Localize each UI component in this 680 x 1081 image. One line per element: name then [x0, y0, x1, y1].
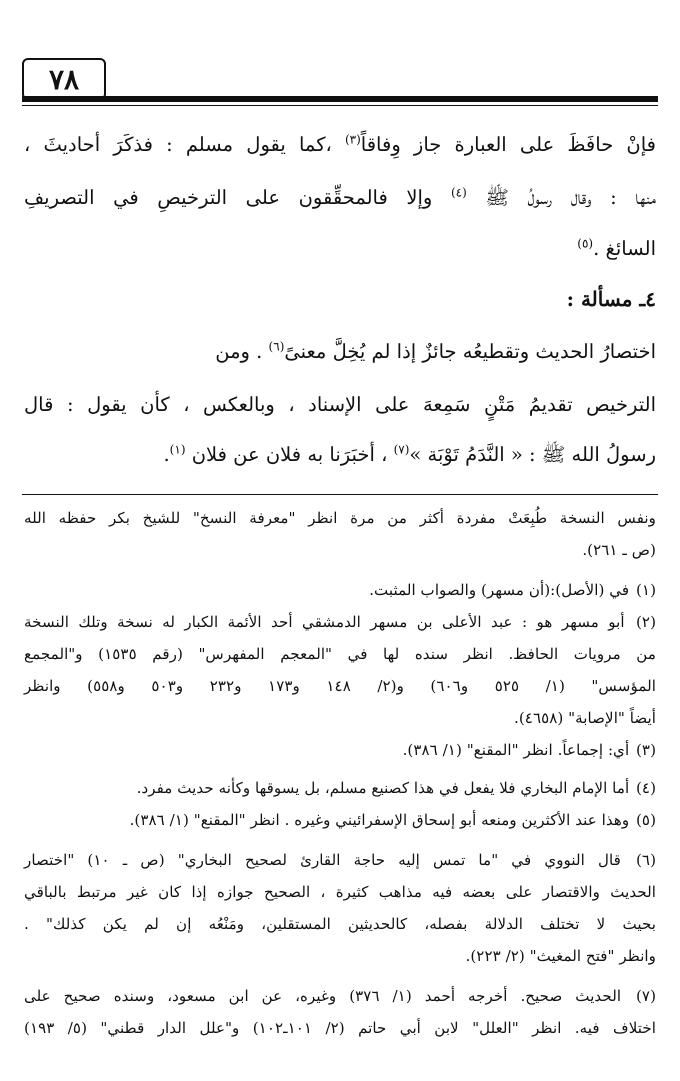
- footnote-number: (٤): [635, 779, 656, 797]
- footnote-number: (٦): [635, 851, 657, 869]
- footnote-number: (٣): [635, 741, 656, 759]
- section-heading: ٤ـ مسألة :: [566, 287, 656, 311]
- main-line-2: منها : وقال رسولُ ﷺ $^{(٤)}$ وإلا فالمحقِّقون على الترخيصِ في التصريفِ: [24, 185, 657, 209]
- footnote-6-line-2: الحديث والاقتصار على بعضه فيه مذاهب كثيرة ، الصحيح جوازه إذا كان غير مرتبط بالباقي: [24, 883, 656, 901]
- footnote-2-line-3: المؤسس" (١/ ٥٢٥ و٦٠٦) و(٢/ ١٤٨ و١٧٣ و٢٣٢ و٥٠٣ و٥٥٨) وانظر: [24, 677, 656, 695]
- page-number: ٧٨: [48, 62, 80, 96]
- main-line-5: الترخيص تقديمُ مَتْنٍ سَمِعهَ على الإسناد ، وبالعكس ، كأن يقول : قال: [24, 393, 656, 416]
- footnote-6-line-3: بحيث لا تختلف الدلالة بفصله، كالحديثين المستقلين، ومَنْعُه إن لم يكن كذلك" .: [24, 915, 656, 933]
- footnote-number: (٧): [635, 987, 656, 1005]
- footnote-number: (٢): [635, 613, 657, 631]
- footnote-ref-1: (١): [169, 442, 186, 457]
- footnote-3: (٣) أي: إجماعاً. انظر "المقنع" (١/ ٣٨٦).: [24, 738, 656, 762]
- footnote-ref-6: (٦): [268, 339, 285, 354]
- main-line-4: اختصارُ الحديث وتقطيعُه جائزٌ إذا لم يُخِلَّ معنىً$^{(٦)}$ . ومن: [215, 339, 656, 363]
- main-line-1: فإنْ حافَظَ على العبارة جاز وِفاقاً$^{(٣)}$ ،كما يقول مسلم : فذكَرَ أحاديثَ ،: [24, 132, 657, 156]
- footnote-ref-5: (٥): [577, 236, 594, 251]
- header-rule-thin: [22, 105, 658, 106]
- header-rule-thick: [22, 96, 658, 102]
- footnote-number: (٥): [635, 811, 656, 829]
- footnote-7-line-2: اختلاف فيه. انظر "العلل" لابن أبي حاتم (٢/ ١٠١ـ١٠٢) و"علل الدار قطني" (٥/ ١٩٣): [24, 1019, 656, 1037]
- footnote-4: (٤) أما الإمام البخاري فلا يفعل في هذا كصنيع مسلم، بل يسوقها وكأنه حديث مفرد.: [24, 776, 656, 800]
- footnote-ref-4: (٤): [450, 185, 467, 200]
- footnote-continuation-line-1: ونفس النسخة طُبِعَتْ مفردة أكثر من مرة انظر "معرفة النسخ" للشيخ بكر حفظه الله: [24, 509, 656, 527]
- footnote-6-line-1: (٦) قال النووي في "ما تمس إليه حاجة القارئ لصحيح البخاري" (ص ـ ١٠) "اختصار: [24, 848, 656, 872]
- footnote-5: (٥) وهذا عند الأكثرين ومنعه أبو إسحاق الإسفرائيني وغيره . انظر "المقنع" (١/ ٣٨٦).: [24, 808, 656, 832]
- main-line-3: السائغ .$^{(٥)}$: [577, 236, 656, 260]
- footnote-2-line-4: أيضاً "الإصابة" (٤٦٥٨).: [514, 709, 656, 727]
- footnote-1: (١) في (الأصل):(أن مسهر) والصواب المثبت.: [24, 578, 656, 602]
- footnote-continuation-line-2: (ص ـ ٢٦١).: [582, 541, 656, 559]
- footnote-number: (١): [635, 581, 656, 599]
- footnote-ref-7: (٧): [393, 442, 410, 457]
- footnote-separator: [22, 494, 658, 495]
- footnote-7-line-1: (٧) الحديث صحيح. أخرجه أحمد (١/ ٣٧٦) وغيره، عن ابن مسعود، وسنده صحيح على: [24, 984, 656, 1008]
- footnote-6-line-4: وانظر "فتح المغيث" (٢/ ٢٢٣).: [465, 947, 656, 965]
- footnote-ref-3: (٣): [344, 132, 361, 147]
- main-line-6: رسولُ الله ﷺ : « النَّدَمُ تَوْبَة »$^{(٧)}$ ، أخبَرَنا به فلان عن فلان $^{(١)}$.: [163, 442, 656, 466]
- page-number-box: [22, 58, 106, 100]
- footnote-2-line-1: (٢) أبو مسهر هو : عبد الأعلى بن مسهر الدمشقي أحد الأئمة الكبار له نسخة وتلك النسخة: [24, 610, 656, 634]
- footnote-2-line-2: من مرويات الحافظ. انظر سنده لها في "المعجم المفهرس" (رقم ١٥٣٥) و"المجمع: [24, 645, 656, 663]
